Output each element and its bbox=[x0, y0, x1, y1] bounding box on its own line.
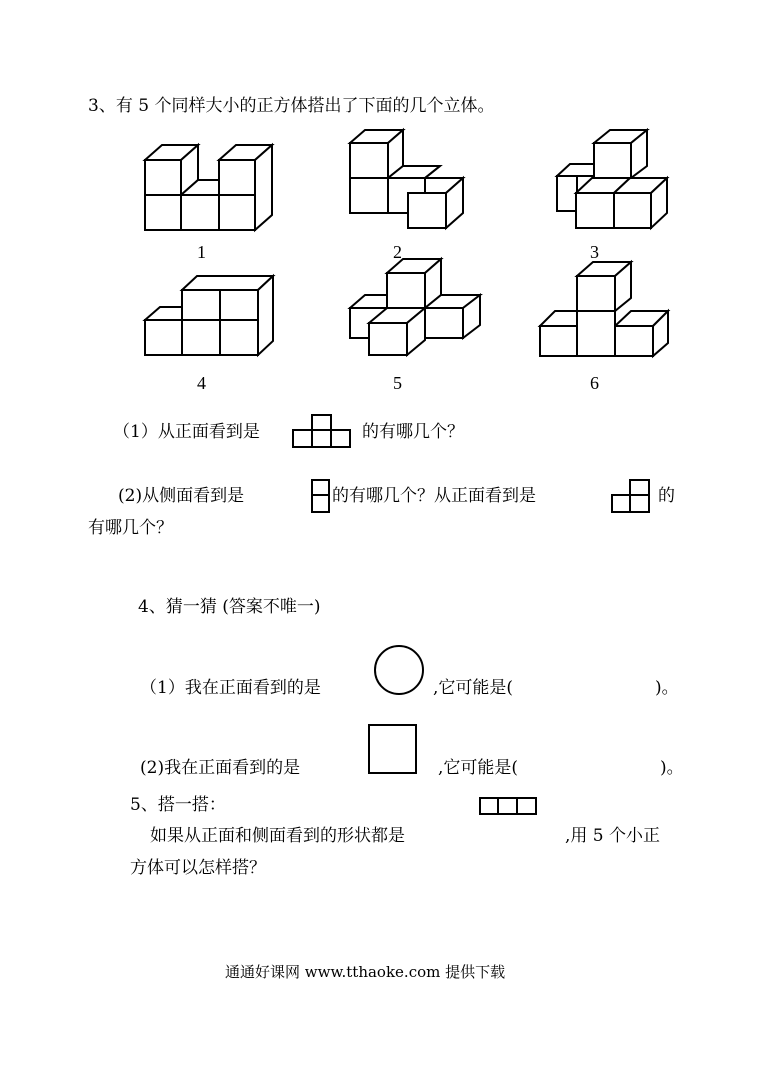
figure-label-4: 4 bbox=[197, 373, 206, 393]
q5-line1-prefix: 如果从正面和侧面看到的形状都是 bbox=[150, 826, 405, 846]
q4-part2-close: )。 bbox=[660, 758, 684, 778]
q4-part2-prefix: (2)我在正面看到的是 bbox=[140, 758, 301, 778]
q4-part1-prefix: （1）我在正面看到的是 bbox=[140, 678, 321, 698]
front-view-icon-t-shape bbox=[292, 413, 354, 449]
q3-part1-prefix: （1）从正面看到是 bbox=[113, 422, 260, 442]
q3-part2-prefix: (2)从侧面看到是 bbox=[118, 486, 245, 506]
figure-label-2: 2 bbox=[393, 242, 402, 262]
figure-label-5: 5 bbox=[393, 373, 402, 393]
q4-title: 4、猜一猜 (答案不唯一) bbox=[138, 597, 321, 617]
q3-intro: 3、有 5 个同样大小的正方体搭出了下面的几个立体。 bbox=[88, 96, 495, 116]
front-view-icon-l-shape bbox=[610, 478, 652, 514]
figure-label-1: 1 bbox=[197, 242, 206, 262]
row-of-three-squares-icon bbox=[478, 796, 540, 818]
figure-label-6: 6 bbox=[590, 373, 599, 393]
cube-figure-5 bbox=[345, 255, 495, 360]
q4-part1-close: )。 bbox=[655, 678, 679, 698]
q3-part2-end: 的 bbox=[658, 486, 675, 506]
q5-title: 5、搭一搭： bbox=[130, 795, 226, 815]
q5-line1-suffix: ,用 5 个小正 bbox=[565, 826, 661, 846]
q4-part2-answer-prompt: ,它可能是( bbox=[438, 758, 519, 778]
q3-part2-continuation: 有哪几个？ bbox=[88, 518, 173, 538]
q3-part1-suffix: 的有哪几个？ bbox=[362, 422, 464, 442]
cube-figure-1 bbox=[140, 140, 285, 235]
cube-figure-2 bbox=[345, 128, 495, 233]
q3-part2-middle: 的有哪几个？从正面看到是 bbox=[332, 486, 536, 506]
circle-shape-icon bbox=[372, 643, 428, 699]
side-view-icon-column bbox=[310, 478, 332, 514]
square-shape-icon bbox=[367, 723, 419, 777]
figure-label-3: 3 bbox=[590, 242, 599, 262]
q5-line2: 方体可以怎样搭？ bbox=[130, 858, 266, 878]
cube-figure-6 bbox=[535, 258, 675, 358]
cube-figure-3 bbox=[552, 128, 677, 233]
cube-figure-4 bbox=[140, 272, 285, 362]
footer-source: 通通好课网 www.tthaoke.com 提供下载 bbox=[225, 963, 506, 981]
q4-part1-answer-prompt: ,它可能是( bbox=[433, 678, 514, 698]
